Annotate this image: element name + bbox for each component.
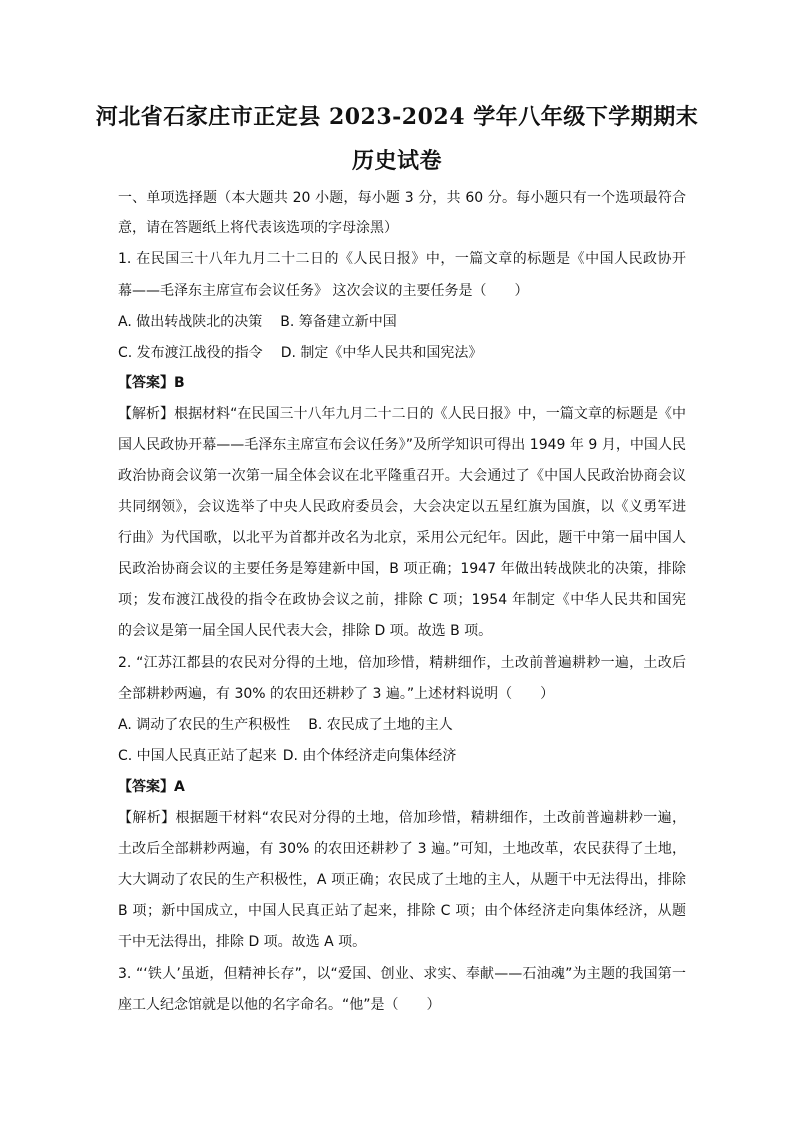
question-stem: 2. “江苏江都县的农民对分得的土地，倍加珍惜，精耕细作，土改前普遍耕耖一遍，土改后: [118, 655, 686, 671]
option-b: B. 筹备建立新中国: [280, 314, 397, 330]
section-intro: 一、单项选择题（本大题共 20 小题，每小题 3 分，共 60 分。每小题只有一个选项最符合: [118, 190, 686, 206]
analysis-text: 干中无法得出，排除 D 项。故选 A 项。: [118, 934, 367, 950]
question-stem: 全部耕耖两遍，有 30% 的农田还耕耖了 3 遍。”上述材料说明（ ）: [118, 686, 555, 702]
analysis-text: 土改后全部耕耖两遍，有 30% 的农田还耕耖了 3 遍。”可知，土地改革，农民获得了土地，: [118, 841, 686, 857]
option-d: D. 制定《中华人民共和国宪法》: [280, 345, 483, 361]
option-c: C. 发布渡江战役的指令: [118, 345, 263, 361]
answer-label: 【答案】A: [118, 779, 185, 795]
question-stem: 1. 在民国三十八年九月二十二日的《人民日报》中，一篇文章的标题是《中国人民政协开: [118, 251, 686, 267]
analysis-text: 【解析】根据材料“在民国三十八年九月二十二日的《人民日报》中，一篇文章的标题是《中: [118, 406, 686, 422]
analysis-text: 民政治协商会议的主要任务是筹建新中国，B 项正确；1947 年做出转战陕北的决策，排除: [118, 561, 686, 577]
analysis-text: 的会议是第一届全国人民代表大会，排除 D 项。故选 B 项。: [118, 623, 493, 639]
question-stem: 座工人纪念馆就是以他的名字命名。“他”是（ ）: [118, 997, 441, 1013]
analysis-text: 行曲》为代国歌，以北平为首都并改名为北京，采用公元纪年。因此，题干中第一届中国人: [118, 530, 686, 546]
question-stem: 3. “‘铁人’虽逝，但精神长存”，以“爱国、创业、求实、奉献——石油魂”为主题的我国第一: [118, 966, 686, 982]
analysis-text: 项；发布渡江战役的指令在政协会议之前，排除 C 项；1954 年制定《中华人民共和国宪: [118, 592, 686, 608]
section-intro: 意，请在答题纸上将代表该选项的字母涂黑）: [118, 220, 398, 236]
analysis-text: 【解析】根据题干材料“农民对分得的土地，倍加珍惜，精耕细作，土改前普遍耕耖一遍，: [118, 810, 686, 826]
page-title: 河北省石家庄市正定县 2023-2024 学年八年级下学期期末: [95, 104, 699, 130]
option-c: C. 中国人民真正站了起来: [118, 748, 277, 764]
option-row: [118, 746, 686, 766]
answer-label: 【答案】B: [118, 375, 185, 391]
question-stem: 幕——毛泽东主席宣布会议任务》 这次会议的主要任务是（ ）: [118, 283, 529, 299]
analysis-text: 共同纲领》，会议选举了中央人民政府委员会，大会决定以五星红旗为国旗，以《义勇军进: [118, 499, 686, 515]
option-a: A. 做出转战陕北的决策: [118, 314, 263, 330]
option-row: [118, 715, 686, 735]
option-d: D. 由个体经济走向集体经济: [282, 748, 457, 764]
analysis-text: 大大调动了农民的生产积极性，A 项正确；农民成了土地的主人，从题干中无法得出，排除: [118, 872, 686, 888]
analysis-text: B 项；新中国成立，中国人民真正站了起来，排除 C 项；由个体经济走向集体经济，从题: [118, 903, 686, 919]
analysis-text: 国人民政协开幕——毛泽东主席宣布会议任务》”及所学知识可得出 1949 年 9 月，中国人民: [118, 437, 686, 453]
analysis-text: 政治协商会议第一次第一届全体会议在北平隆重召开。大会通过了《中国人民政治协商会议: [118, 468, 686, 484]
page-subtitle: 历史试卷: [351, 148, 442, 174]
option-a: A. 调动了农民的生产积极性: [118, 717, 291, 733]
option-b: B. 农民成了土地的主人: [308, 717, 453, 733]
option-row: [118, 343, 686, 363]
option-row: [118, 312, 686, 332]
